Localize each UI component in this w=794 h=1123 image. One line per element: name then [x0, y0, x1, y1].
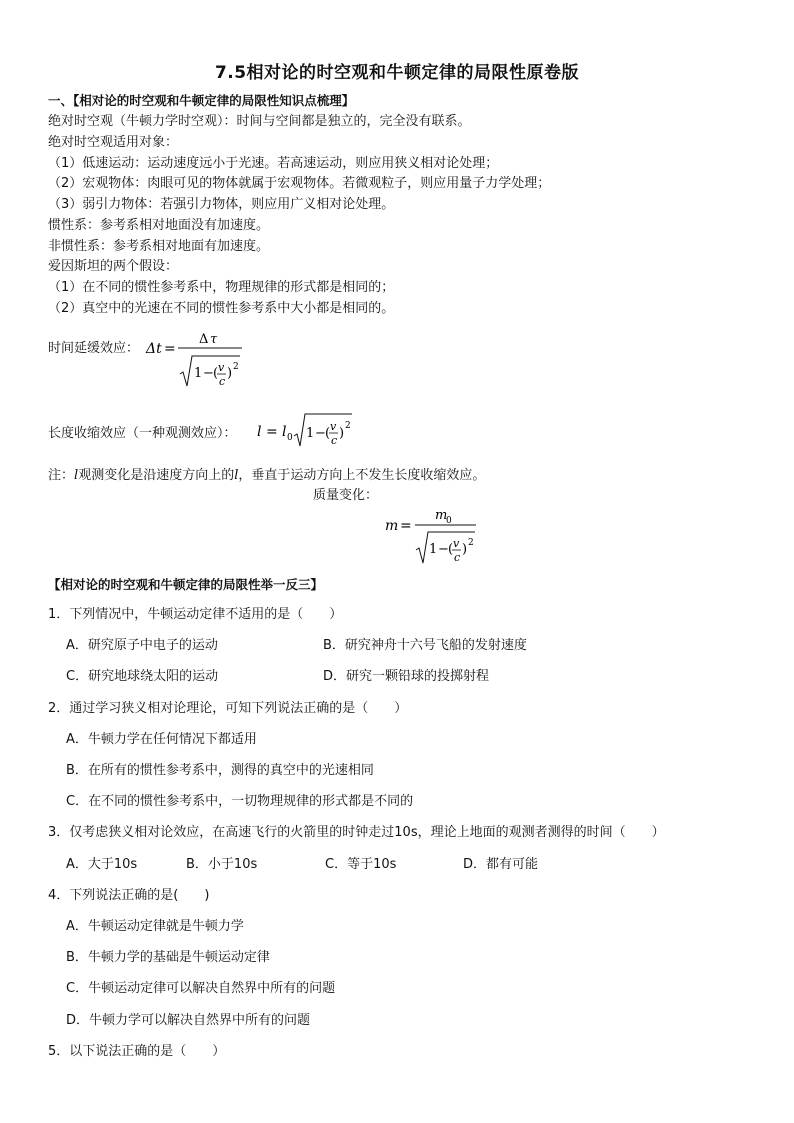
question-stem: 4．下列说法正确的是( ): [48, 888, 210, 903]
section-heading: 【相对论的时空观和牛顿定律的局限性举一反三】: [48, 577, 324, 592]
svg-text:): ): [462, 542, 468, 557]
mass-change-formula: [382, 504, 482, 568]
text-line: 绝对时空观（牛顿力学时空观）：时间与空间都是独立的，完全没有联系。: [48, 114, 471, 129]
option-a: A．牛顿运动定律就是牛顿力学: [66, 919, 244, 934]
svg-text:m: m: [435, 508, 448, 523]
svg-text:Δt: Δt: [146, 341, 162, 357]
text-line: （2）真空中的光速在不同的惯性参考系中大小都是相同的。: [48, 301, 395, 316]
option-c: C．研究地球绕太阳的运动: [66, 669, 219, 684]
svg-text:2: 2: [468, 538, 474, 548]
note-middle: 观测变化是沿速度方向上的: [78, 468, 235, 483]
section-heading: 一、【相对论的时空观和牛顿定律的局限性知识点梳理】: [48, 93, 355, 108]
text-line: 绝对时空观适用对象：: [48, 135, 179, 150]
svg-text:c: c: [454, 551, 461, 564]
option-d: D．牛顿力学可以解决自然界中所有的问题: [66, 1013, 311, 1028]
svg-text:v: v: [453, 537, 460, 550]
svg-text:τ: τ: [210, 332, 218, 347]
svg-text:1: 1: [194, 366, 203, 381]
option-c: C．等于10s: [325, 857, 397, 872]
svg-text:0: 0: [287, 433, 293, 443]
option-a: A．牛顿力学在任何情况下都适用: [66, 732, 257, 747]
svg-text:−: −: [315, 426, 326, 441]
option-b: B．小于10s: [186, 857, 258, 872]
svg-text:1: 1: [306, 426, 315, 441]
svg-text:(: (: [325, 426, 331, 441]
option-a: A．大于10s: [66, 857, 138, 872]
option-b: B．在所有的惯性参考系中，测得的真空中的光速相同: [66, 763, 374, 778]
svg-text:0: 0: [446, 516, 452, 526]
note-line: [48, 467, 485, 485]
question-stem: 2．通过学习狭义相对论理论，可知下列说法正确的是（ ）: [48, 701, 408, 716]
length-contraction-label: 长度收缩效应（一种观测效应）：: [48, 426, 237, 441]
svg-text:): ): [227, 366, 233, 381]
svg-text:Δ: Δ: [199, 332, 209, 347]
option-c: C．牛顿运动定律可以解决自然界中所有的问题: [66, 981, 336, 996]
option-d: D．研究一颗铅球的投掷射程: [323, 669, 490, 684]
length-contraction-formula: [254, 408, 364, 448]
option-a: A．研究原子中电子的运动: [66, 638, 218, 653]
svg-text:−: −: [438, 542, 449, 557]
text-line: （1）低速运动：运动速度远小于光速。若高速运动，则应用狭义相对论处理；: [48, 156, 499, 171]
svg-text:−: −: [203, 366, 214, 381]
text-line: 非惯性系：参考系相对地面有加速度。: [48, 239, 270, 254]
option-d: D．都有可能: [463, 857, 539, 872]
note-suffix: ，垂直于运动方向上不发生长度收缩效应。: [238, 468, 486, 483]
question-stem: 5．以下说法正确的是（ ）: [48, 1044, 226, 1059]
option-c: C．在不同的惯性参考系中，一切物理规律的形式都是不同的: [66, 794, 414, 809]
svg-text:l: l: [257, 424, 262, 440]
note-variable: l: [234, 468, 239, 483]
svg-text:l: l: [282, 424, 287, 440]
svg-text:1: 1: [429, 542, 438, 557]
time-dilation-label: 时间延缓效应：: [48, 341, 140, 356]
text-line: （3）弱引力物体：若强引力物体，则应用广义相对论处理。: [48, 197, 395, 212]
text-line: （1）在不同的惯性参考系中，物理规律的形式都是相同的；: [48, 280, 395, 295]
question-stem: 3．仅考虑狭义相对论效应，在高速飞行的火箭里的时钟走过10s，理论上地面的观测者测得的时间（ ）: [48, 825, 665, 840]
mass-label: 质量变化：: [313, 488, 379, 503]
svg-text:v: v: [330, 420, 337, 433]
svg-text:=: =: [164, 341, 176, 357]
svg-text:c: c: [331, 434, 338, 447]
note-variable: l: [74, 468, 79, 483]
svg-text:v: v: [218, 361, 225, 374]
text-line: 爱因斯坦的两个假设：: [48, 259, 179, 274]
svg-text:=: =: [266, 424, 278, 440]
option-b: B．牛顿力学的基础是牛顿运动定律: [66, 950, 270, 965]
svg-text:c: c: [219, 375, 226, 388]
text-line: 惯性系：参考系相对地面没有加速度。: [48, 218, 270, 233]
svg-text:2: 2: [345, 421, 351, 431]
question-stem: 1．下列情况中，牛顿运动定律不适用的是（ ）: [48, 607, 343, 622]
svg-text:=: =: [400, 518, 412, 534]
text-line: （2）宏观物体：肉眼可见的物体就属于宏观物体。若微观粒子，则应用量子力学处理；: [48, 176, 551, 191]
svg-text:): ): [339, 426, 345, 441]
svg-text:(: (: [213, 366, 219, 381]
svg-text:(: (: [448, 542, 454, 557]
page-title: 7.5相对论的时空观和牛顿定律的局限性原卷版: [214, 63, 580, 83]
note-prefix: 注：: [48, 468, 75, 483]
time-dilation-formula: [142, 326, 252, 392]
option-b: B．研究神舟十六号飞船的发射速度: [323, 638, 527, 653]
svg-text:m: m: [385, 518, 399, 534]
svg-text:2: 2: [233, 362, 239, 372]
